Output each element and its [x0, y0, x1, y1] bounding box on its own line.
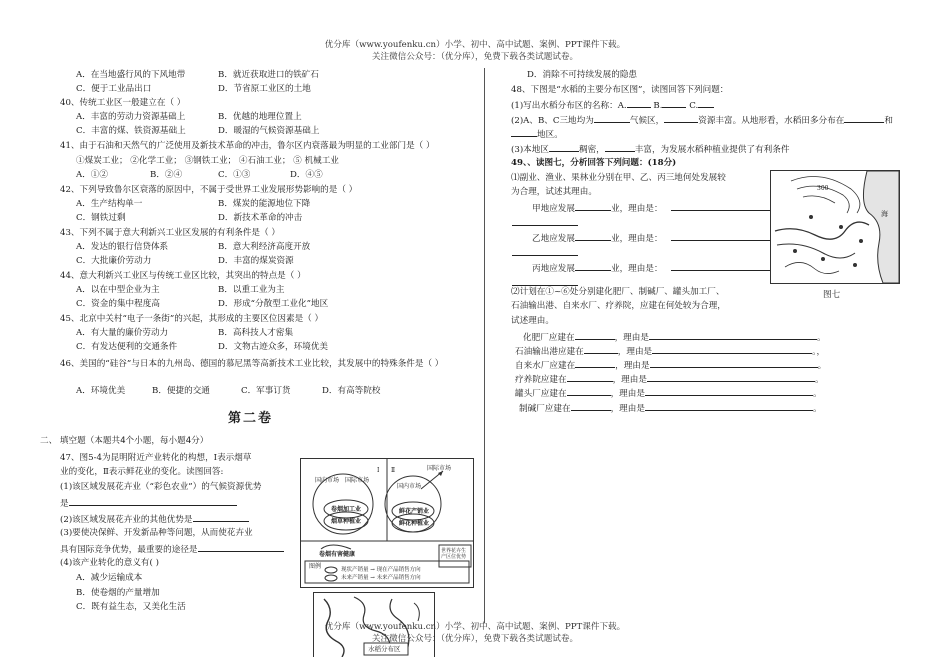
- figure-industry-transformation: [300, 458, 474, 588]
- q47-option-a: A．减少运输成本: [76, 573, 143, 583]
- q43-stem: 43、下列不属于意大利新兴工业区发展的有利条件是（ ）: [60, 228, 280, 238]
- q39-option-b: B．就近获取进口的铁矿石: [218, 70, 319, 80]
- q41-option-a: A．①②: [76, 170, 108, 180]
- fig7-sea-label: 海: [881, 210, 888, 218]
- q48-part3: (3)本地区 稠密， 丰富，为发展水稻种植业提供了有利条件: [511, 145, 790, 155]
- q45-option-c: C．有发达便利的交通条件: [76, 342, 178, 352]
- fig-cigarette-industry: 卷烟加工业: [331, 506, 362, 513]
- q41-option-b: B．②④: [150, 170, 183, 180]
- fig-health-warning: 卷烟有害健康: [319, 551, 356, 558]
- q40-option-b: B．优越的地理位置上: [218, 112, 302, 122]
- q43-option-c: C．大批廉价劳动力: [76, 256, 152, 266]
- site-fertilizer: 化肥厂应建在 ，理由是 。: [523, 333, 826, 343]
- answer-blank[interactable]: [512, 247, 578, 256]
- q47-option-b: B．使卷烟的产量增加: [76, 588, 160, 598]
- q46-stem: 46、美国的“硅谷”与日本的九州岛、德国的慕尼黑等高新技术工业比较，其发展中的特殊条件是（ ）: [60, 359, 444, 369]
- q42-option-b: B．煤炭的能源地位下降: [218, 199, 311, 209]
- q45-stem: 45、北京中关村“电子一条街”的兴起，其形成的主要区位因素是（ ）: [60, 314, 324, 324]
- answer-blank[interactable]: [567, 387, 611, 396]
- answer-blank[interactable]: [512, 217, 578, 226]
- q49-row-yi: 乙地应发展 业，理由是：: [532, 232, 781, 245]
- fig-label-ii: Ⅱ: [391, 467, 396, 474]
- q49-row-bing: 丙地应发展 业，理由是：: [532, 262, 781, 275]
- q48-stem: 48、下图是“水稻的主要分布区图”，读图回答下列问题：: [511, 85, 729, 95]
- q46-option-c: C．军事订货: [241, 386, 291, 396]
- q46-option-d: D．有高等院校: [322, 386, 381, 396]
- figure-seven-map: [770, 170, 900, 284]
- q44-option-c: C．资金的集中程度高: [76, 299, 160, 309]
- q44-option-b: B．以重工业为主: [218, 285, 285, 295]
- q49-part2-line2: 石油输出港、自来水厂、疗养院，应建在何处较为合理，: [511, 301, 726, 311]
- answer-blank[interactable]: [575, 202, 611, 211]
- part-two-title: 第二卷: [228, 411, 274, 426]
- answer-blank[interactable]: [571, 402, 611, 411]
- header-line-1: 优分库（www.youfenku.cn）小学、初中、高中试题、案例、PPT课件下载。: [324, 40, 626, 50]
- q49-row-jia: 甲地应发展 业，理由是：: [532, 202, 781, 215]
- q49-row-yi-line2: [512, 247, 578, 260]
- fig-world-flower-box: 世界花卉生产区位优势: [441, 548, 467, 560]
- q44-option-a: A．以在中型企业为主: [76, 285, 160, 295]
- q47-line-5: (2)该区域发展花卉业的其他优势是: [60, 513, 249, 526]
- fig-domestic-market-2: 国内市场: [397, 483, 422, 490]
- q47-line-1: 47、图5-4为昆明附近产业转化的构想，Ⅰ表示烟草: [60, 453, 252, 463]
- q39-option-a: A．在当地盛行风的下风地带: [76, 70, 186, 80]
- answer-blank[interactable]: [652, 345, 812, 354]
- answer-blank[interactable]: [549, 143, 579, 152]
- q40-option-d: D．暖湿的气候资源基础上: [218, 126, 320, 136]
- answer-blank[interactable]: [575, 331, 615, 340]
- q46-option-b: B．便捷的交通: [152, 386, 210, 396]
- answer-blank[interactable]: [567, 373, 613, 382]
- q42-stem: 42、下列导致鲁尔区衰落的原因中，不属于受世界工业发展形势影响的是（ ）: [60, 185, 358, 195]
- answer-blank[interactable]: [605, 143, 635, 152]
- fig-flower-sales: 鲜花产销业: [399, 508, 430, 515]
- fig-label-i: Ⅰ: [377, 467, 380, 474]
- q41-stem: 41、由于石油和天然气的广泛使用及新技术革命的冲击，鲁尔区内衰落最为明显的工业部门是（ ）: [60, 141, 435, 151]
- answer-blank[interactable]: [69, 497, 237, 506]
- answer-blank[interactable]: [645, 402, 813, 411]
- answer-blank[interactable]: [584, 345, 618, 354]
- q41-option-c: C．①③: [218, 170, 251, 180]
- site-cannery: 罐头厂应建在 ，理由是 。: [515, 389, 822, 399]
- header-line-2: 关注微信公众号：（优分库），免费下载各类试题试卷。: [371, 52, 579, 62]
- answer-blank[interactable]: [671, 202, 781, 211]
- answer-blank[interactable]: [664, 114, 698, 123]
- figure-seven-graphics: [771, 171, 899, 283]
- q47-line-8: (4)该产业转化的意义有( ): [60, 558, 159, 568]
- footer-line-2: 关注微信公众号：（优分库），免费下载各类试题试卷。: [371, 634, 579, 644]
- q41-option-d: D．④⑤: [290, 170, 323, 180]
- q39-option-d: D．节省原工业区的土地: [218, 84, 311, 94]
- fig-intl-market-2: 国际市场: [427, 465, 452, 472]
- q48-part1: (1)写出水稻分布区的名称：A. B. C.: [511, 99, 714, 112]
- answer-blank[interactable]: [647, 373, 815, 382]
- q43-option-a: A．发达的银行信贷体系: [76, 242, 169, 252]
- q47-line-3: (1)该区域发展花卉业（“彩色农业”）的气候资源优势: [60, 482, 262, 492]
- answer-blank[interactable]: [512, 277, 578, 286]
- q46-option-a: A．环境优美: [76, 386, 126, 396]
- answer-blank[interactable]: [662, 99, 686, 108]
- fig-legend-title: 图例: [309, 563, 322, 570]
- answer-blank[interactable]: [575, 359, 615, 368]
- site-soda-plant: 制碱厂应建在 ，理由是 。: [519, 404, 822, 414]
- q43-option-b: B．意大利经济高度开放: [218, 242, 311, 252]
- section-two-heading: 二、 填空题（本题共4个小题，每小题4分）: [40, 436, 209, 446]
- answer-blank[interactable]: [198, 543, 284, 552]
- site-sanatorium: 疗养院应建在 ，理由是 。: [515, 375, 824, 385]
- answer-blank[interactable]: [645, 387, 813, 396]
- q39-option-c: C．便于工业品出口: [76, 84, 152, 94]
- answer-blank[interactable]: [844, 114, 884, 123]
- site-oil-port: 石油输出港应建在 ，理由是 。，: [515, 347, 826, 357]
- fig-flower-planting: 鲜花种植业: [399, 520, 430, 527]
- q42-option-c: C．钢铁过剩: [76, 213, 126, 223]
- answer-blank[interactable]: [575, 232, 611, 241]
- fig-tobacco-planting: 烟草种植业: [331, 518, 362, 525]
- figure-seven-caption: 图七: [823, 290, 841, 300]
- fig-domestic-market: 国内市场: [315, 477, 340, 484]
- column-divider: [484, 68, 485, 623]
- q49-stem: 49、、读图七，分析回答下列问题：(18分): [511, 158, 677, 168]
- q40-option-c: C．丰富的煤、铁资源基础上: [76, 126, 186, 136]
- q45-option-d: D．文物古迹众多，环境优美: [218, 342, 329, 352]
- q48-part2-cont: 地区。: [511, 128, 563, 141]
- fig7-contour-300: 300: [817, 185, 829, 192]
- q47-line-4: 是: [60, 497, 237, 510]
- q49-part1-line2: 为合理，试述其理由。: [511, 187, 597, 197]
- answer-blank[interactable]: [193, 513, 249, 522]
- q49-part1-line1: ⑴副业、渔业、果林业分别在甲、乙、丙三地何处发展较: [511, 173, 726, 183]
- footer-line-1: 优分库（www.youfenku.cn）小学、初中、高中试题、案例、PPT课件下载。: [324, 622, 626, 632]
- q45-option-a: A．有大量的廉价劳动力: [76, 328, 169, 338]
- answer-blank[interactable]: [594, 114, 630, 123]
- q43-option-d: D．丰富的煤炭资源: [218, 256, 294, 266]
- answer-blank[interactable]: [671, 232, 781, 241]
- q44-stem: 44、意大利新兴工业区与传统工业区比较，其突出的特点是（ ）: [60, 271, 306, 281]
- q47-line-2: 业的变化，Ⅱ表示鲜花业的变化。读图回答:: [60, 467, 224, 477]
- site-waterworks: 自来水厂应建在 ，理由是 。: [515, 361, 827, 371]
- fig-legend-current: 现状产销量 → 现在产品销售方向: [341, 567, 421, 573]
- q40-stem: 40、传统工业区一般建立在（ ）: [60, 98, 186, 108]
- q47-line-6: (3)要使决保鲜、开发新品种等问题，从而使花卉业: [60, 528, 253, 538]
- answer-blank[interactable]: [575, 262, 611, 271]
- q45-option-b: B．高科技人才密集: [218, 328, 294, 338]
- q40-option-a: A．丰富的劳动力资源基础上: [76, 112, 186, 122]
- q49-row-jia-line2: [512, 217, 578, 230]
- fig-intl-market: 国际市场: [345, 477, 370, 484]
- answer-blank[interactable]: [650, 359, 818, 368]
- q49-part2-line3: 试述理由。: [511, 316, 554, 326]
- q41-items: ①煤炭工业； ②化学工业； ③钢铁工业； ④石油工业； ⑤ 机械工业: [76, 156, 339, 166]
- q47-line-7: 具有国际竞争优势，最重要的途径是: [60, 543, 284, 556]
- rice-map-label: 水稻分布区: [368, 645, 401, 653]
- q49-part2-line1: ⑵计划在①~⑥处分别建化肥厂、制碱厂、罐头加工厂、: [511, 287, 725, 297]
- answer-blank[interactable]: [698, 99, 714, 108]
- q42-option-a: A．生产结构单一: [76, 199, 143, 209]
- q48-part2: (2)A、B、C三地均为 气候区， 资源丰富。从地形看，水稻田多分布在 和: [511, 116, 893, 126]
- q46-option-d-cont: D．消除不可持续发展的隐患: [527, 70, 638, 80]
- fig-legend-future: 未来产销量 → 未来产品销售方向: [341, 575, 421, 581]
- answer-blank[interactable]: [511, 128, 537, 137]
- answer-blank[interactable]: [627, 99, 651, 108]
- q44-option-d: D．形成“分散型工业化”地区: [218, 299, 329, 309]
- q42-option-d: D．新技术革命的冲击: [218, 213, 303, 223]
- q47-option-c: C．既有益生态，又美化生活: [76, 602, 186, 612]
- answer-blank[interactable]: [649, 331, 817, 340]
- answer-blank[interactable]: [671, 262, 781, 271]
